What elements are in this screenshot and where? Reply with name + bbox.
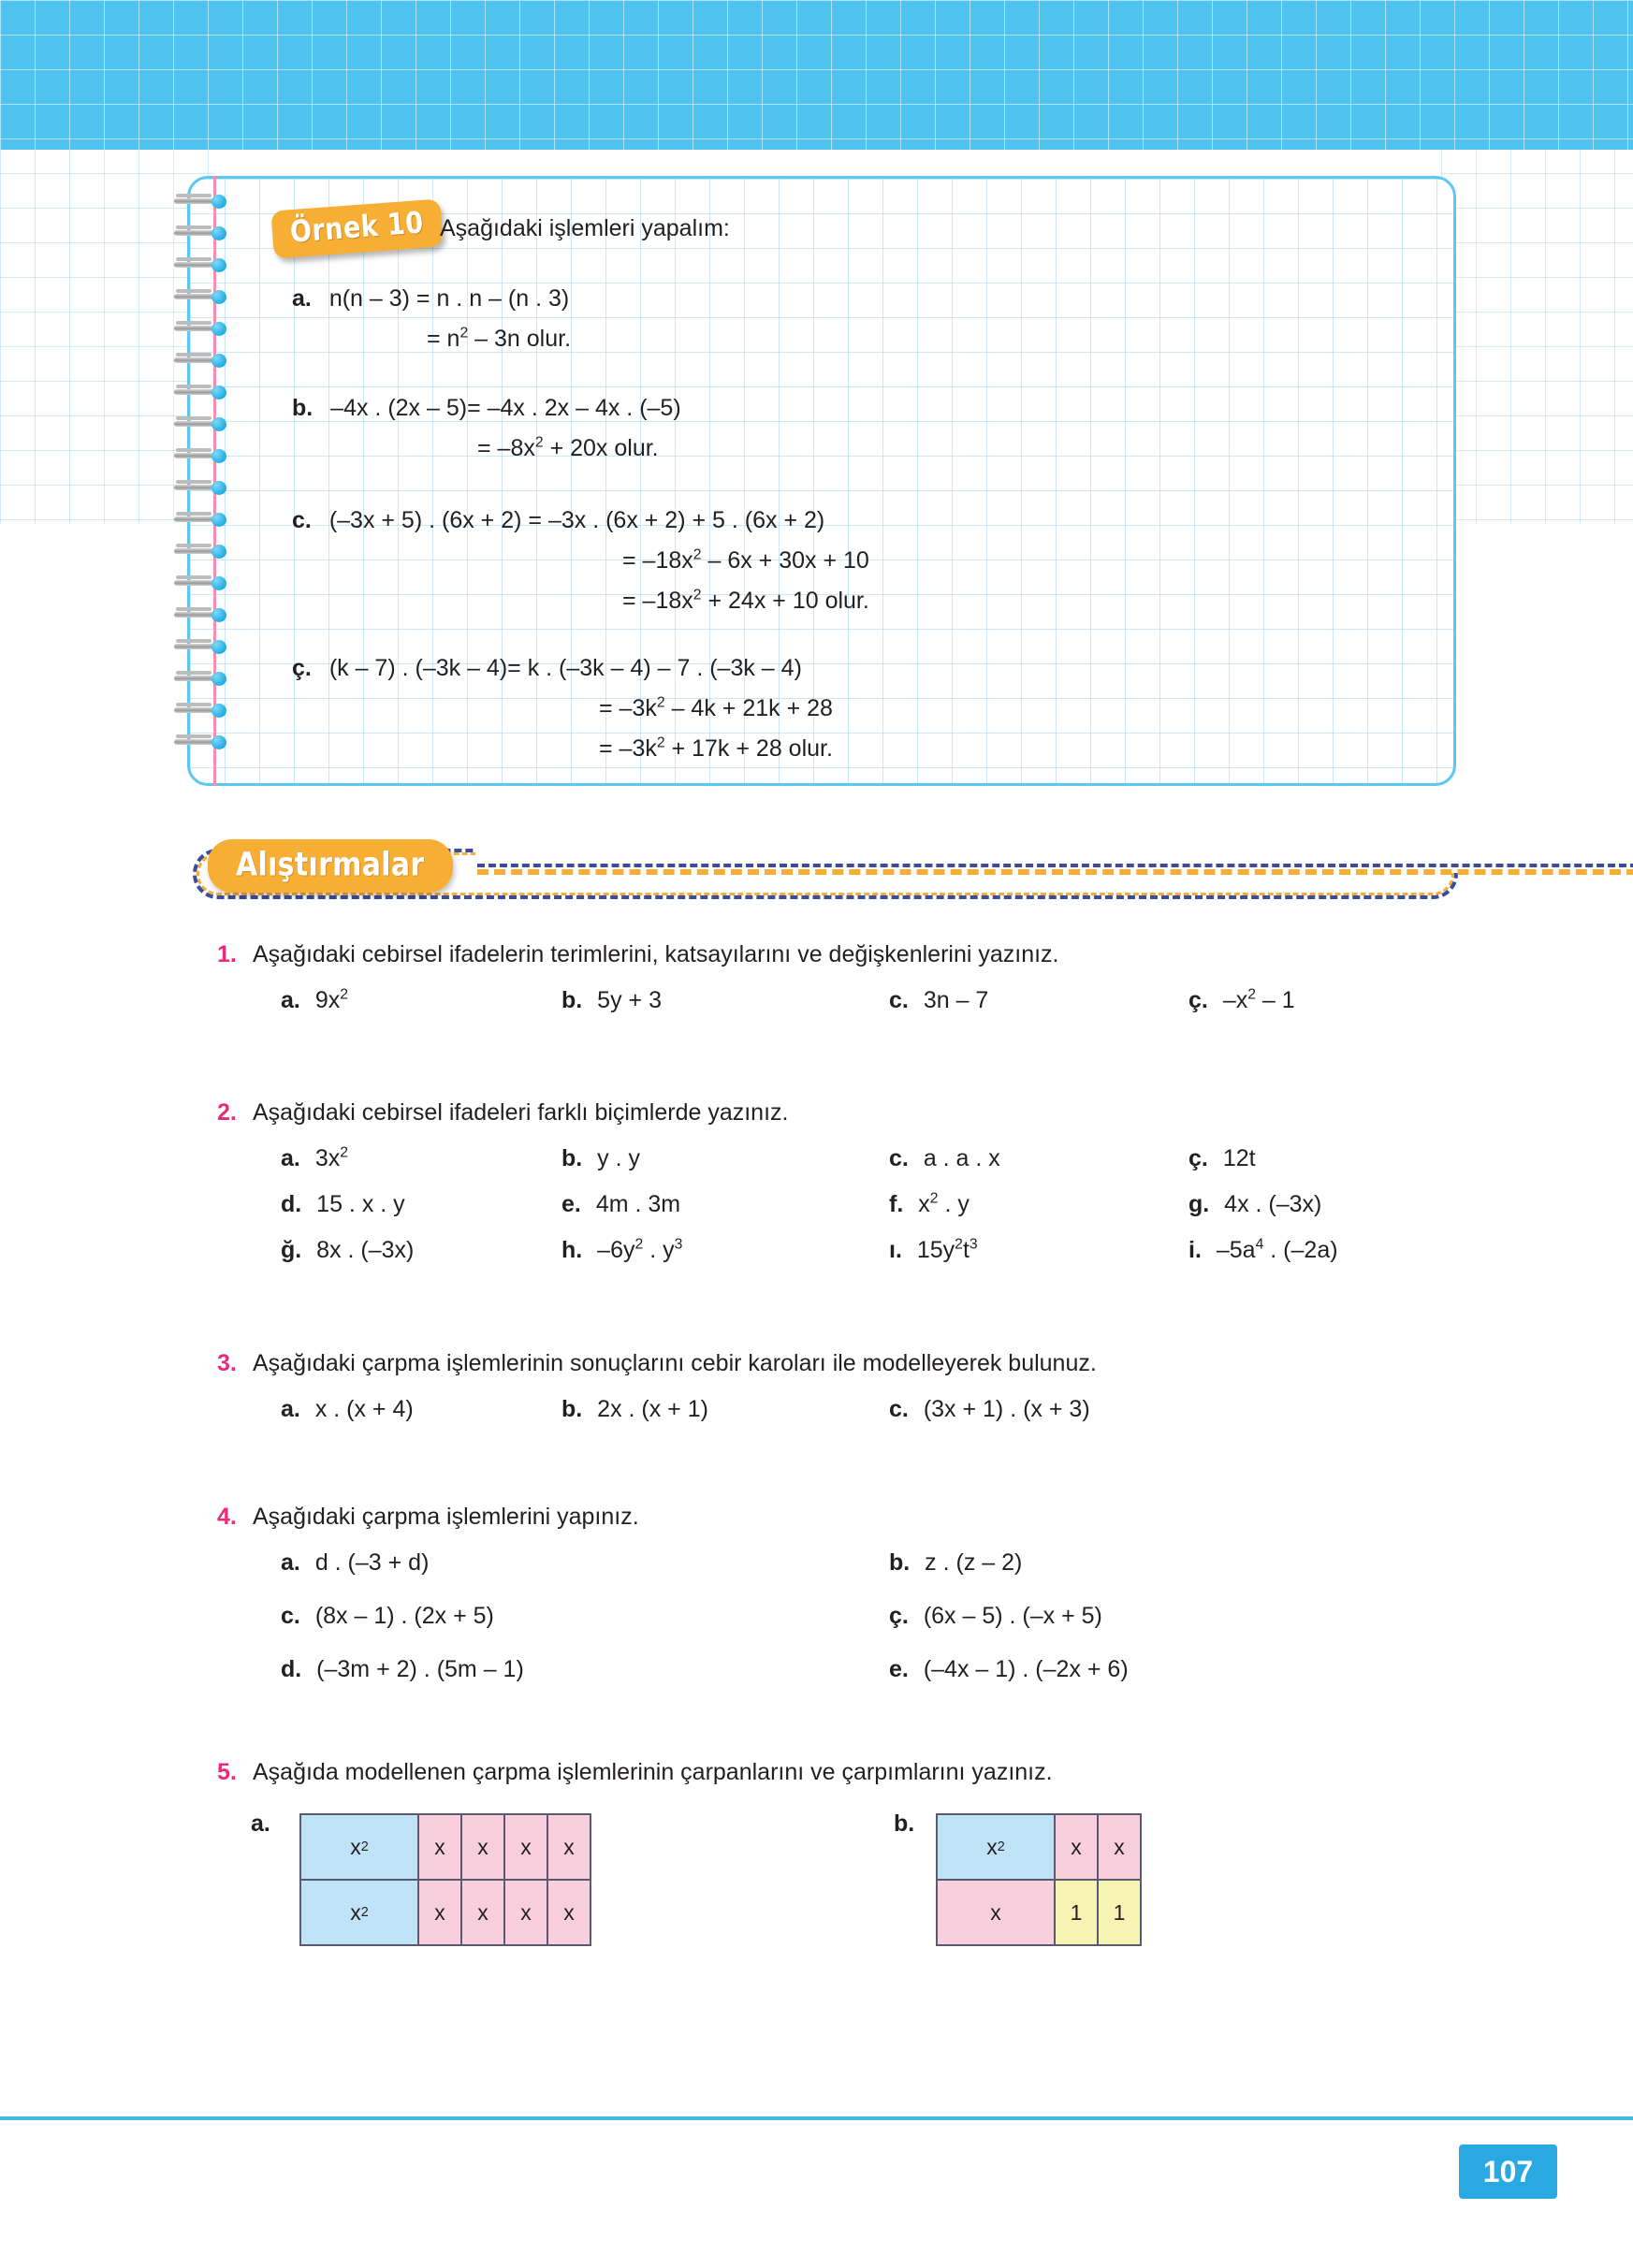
exercise-5-model-a-label: a. [251, 1810, 270, 1837]
spiral-ring [174, 385, 232, 399]
exercise-2-item-i2-label: i. [1188, 1237, 1202, 1263]
exercise-2-item-b-label: b. [561, 1145, 583, 1171]
footer-rule [0, 2116, 1633, 2120]
exercise-2-item-g2-label: ğ. [281, 1237, 302, 1263]
example-item-a-text1: n(n – 3) = n . n – (n . 3) [328, 285, 570, 312]
exercise-2-item-i1 [889, 1237, 978, 1264]
spiral-ring [174, 258, 232, 271]
exercise-4-item-a [281, 1549, 429, 1577]
exercise-1-item-c-label: c. [889, 987, 909, 1013]
exercise-2-item-h [561, 1237, 682, 1264]
example-item-c2-line3: = $-3k^2 + 17k + 28$ olur. [599, 734, 833, 762]
spiral-ring [174, 513, 232, 526]
algebra-tile: x [547, 1879, 591, 1946]
algebra-tile: 1 [1097, 1879, 1142, 1946]
banner-rule-blue [477, 864, 1633, 867]
exercise-1-item-b [561, 987, 662, 1014]
exercise-3-item-a-label: a. [281, 1396, 300, 1422]
exercise-3-item-c [889, 1396, 1090, 1423]
algebra-tile: x [936, 1879, 1056, 1946]
exercise-2-item-c-text: a . a . x [923, 1145, 1000, 1171]
spiral-ring [174, 608, 232, 621]
exercise-2-item-g [1188, 1191, 1321, 1218]
exercise-2-question: Aşağıdaki cebirsel ifadeleri farklı biçimlerde yazınız. [253, 1099, 789, 1126]
exercise-3-item-c-text: (3x + 1) . (x + 3) [923, 1396, 1090, 1422]
exercises-banner-label: Alıştırmalar [236, 846, 425, 884]
exercise-2-item-g-text: 4x . (–3x) [1224, 1191, 1322, 1217]
exercise-4-item-c [281, 1603, 494, 1630]
exercise-2-item-h-label: h. [561, 1237, 583, 1263]
exercise-2-item-a [281, 1145, 348, 1172]
exercise-4-item-a-label: a. [281, 1549, 300, 1576]
exercise-3-item-a [281, 1396, 414, 1423]
exercise-5-model-b-label: b. [894, 1810, 915, 1837]
top-decorative-band [0, 0, 1633, 150]
spiral-ring [174, 354, 232, 367]
example-item-b-line1 [292, 395, 681, 422]
exercise-4-item-e-label: e. [889, 1656, 909, 1682]
spiral-ring [174, 735, 232, 749]
exercise-2-item-c-label: c. [889, 1145, 909, 1171]
exercise-3-number: 3. [217, 1350, 237, 1376]
algebra-tile: x [1097, 1813, 1142, 1881]
example-item-b-text1: –4x . (2x – 5)= –4x . 2x – 4x . (–5) [330, 395, 681, 421]
example-item-a-line2: = $n^2 - 3n$ olur. [427, 325, 572, 352]
exercise-4-item-b-text: z . (z – 2) [925, 1549, 1023, 1576]
banner-rule-orange [477, 869, 1633, 875]
algebra-tile: 1 [1054, 1879, 1099, 1946]
exercise-3-item-b-label: b. [561, 1396, 583, 1422]
algebra-tile: x 2 [936, 1813, 1056, 1881]
spiral-ring [174, 576, 232, 589]
exercise-4-item-c2 [889, 1603, 1102, 1630]
algebra-tile: x [417, 1879, 462, 1946]
exercise-1-item-b-text: 5y + 3 [597, 987, 662, 1013]
page-number: 107 [1482, 2154, 1534, 2188]
algebra-tile: x [547, 1813, 591, 1881]
exercise-4-item-d [281, 1656, 524, 1683]
exercise-4-item-c2-label: ç. [889, 1603, 909, 1629]
exercise-1-item-c [889, 987, 988, 1014]
exercise-4-item-e [889, 1656, 1129, 1683]
example-item-c-text1: (–3x + 5) . (6x + 2) = –3x . (6x + 2) + 5 . (6x + 2) [328, 507, 825, 533]
exercise-1-item-a-text: $9x^2$ [314, 986, 348, 1013]
exercise-2-item-c2-text: 12t [1222, 1145, 1256, 1171]
spiral-ring [174, 545, 232, 558]
exercise-4-question: Aşağıdaki çarpma işlemlerini yapınız. [253, 1504, 639, 1530]
exercise-1-item-c-text: 3n – 7 [923, 987, 989, 1013]
exercise-2-item-d-label: d. [281, 1191, 302, 1217]
example-prompt: Aşağıdaki işlemleri yapalım: [440, 215, 730, 241]
exercise-1-item-a [281, 987, 348, 1014]
exercise-2-item-h-text: $-6y^2$ . $y^3$ [597, 1236, 683, 1263]
exercise-2-item-i2 [1188, 1237, 1338, 1264]
exercise-2-item-a-text: $3x^2$ [314, 1144, 348, 1171]
example-item-c-line2: = $-18x^2 - 6x + 30x + 10$ [622, 546, 869, 574]
spiral-ring [174, 195, 232, 208]
example-item-c2-line2: = $-3k^2 - 4k + 21k + 28$ [599, 694, 833, 721]
example-item-c2-line1 [292, 655, 802, 682]
exercise-5-question: Aşağıda modellenen çarpma işlemlerinin çarpanlarını ve çarpımlarını yazınız. [253, 1759, 1053, 1785]
exercise-4-item-e-text: (–4x – 1) . (–2x + 6) [923, 1656, 1129, 1682]
exercise-1-item-c2 [1188, 987, 1295, 1014]
exercise-1-item-a-label: a. [281, 987, 300, 1013]
exercise-4-item-b [889, 1549, 1022, 1577]
exercise-4-item-d-label: d. [281, 1656, 302, 1682]
exercise-2-item-g-label: g. [1188, 1191, 1210, 1217]
exercise-4-item-b-label: b. [889, 1549, 911, 1576]
exercise-2-item-c2 [1188, 1145, 1256, 1172]
spiral-ring [174, 226, 232, 240]
exercise-3-item-c-label: c. [889, 1396, 909, 1422]
algebra-tile: x [417, 1813, 462, 1881]
example-item-b-line2: = $-8x^2 + 20x$ olur. [477, 434, 659, 461]
example-item-c-line3: = $-18x^2 + 24x + 10$ olur. [622, 587, 869, 614]
exercise-2-item-i1-text: $15y^2t^3$ [916, 1236, 978, 1263]
exercise-1-item-c2-label: ç. [1188, 987, 1208, 1013]
exercise-4-item-a-text: d . (–3 + d) [314, 1549, 430, 1576]
exercise-2-item-c [889, 1145, 1000, 1172]
exercise-2-item-e-label: e. [561, 1191, 581, 1217]
spiral-ring [174, 417, 232, 430]
exercise-2-item-c2-label: ç. [1188, 1145, 1208, 1171]
example-item-b-label: b. [292, 395, 313, 421]
exercise-2-item-i1-label: ı. [889, 1237, 902, 1263]
exercise-3-item-b-text: 2x . (x + 1) [597, 1396, 708, 1422]
exercise-2-item-d-text: 15 . x . y [316, 1191, 405, 1217]
spiral-ring [174, 672, 232, 685]
example-badge-label: Örnek 10 [288, 206, 425, 250]
exercise-4-item-c2-text: (6x – 5) . (–x + 5) [923, 1603, 1102, 1629]
example-item-c2-text1: (k – 7) . (–3k – 4)= k . (–3k – 4) – 7 . (–3k – 4) [328, 655, 802, 681]
example-item-c2-label: ç. [292, 655, 312, 681]
exercise-3-item-b [561, 1396, 708, 1423]
spiral-ring [174, 481, 232, 494]
exercise-1-item-b-label: b. [561, 987, 583, 1013]
exercise-2-item-b [561, 1145, 640, 1172]
exercise-2-item-e-text: 4m . 3m [595, 1191, 681, 1217]
exercise-4-number: 4. [217, 1504, 237, 1530]
exercise-1-number: 1. [217, 941, 237, 967]
spiral-ring [174, 322, 232, 335]
spiral-ring [174, 290, 232, 303]
spiral-ring [174, 640, 232, 653]
exercises-banner-chip [208, 839, 453, 893]
exercise-2-item-e [561, 1191, 680, 1218]
exercise-2-item-b-text: y . y [597, 1145, 641, 1171]
exercises-banner [178, 845, 1460, 903]
example-item-c-label: c. [292, 507, 312, 533]
algebra-tile: x [503, 1813, 548, 1881]
exercise-3-question: Aşağıdaki çarpma işlemlerinin sonuçlarını cebir karoları ile modelleyerek bulunuz. [253, 1350, 1097, 1376]
exercise-1-question: Aşağıdaki cebirsel ifadelerin terimlerini, katsayılarını ve değişkenlerini yazınız. [253, 941, 1059, 967]
exercise-2-item-g2 [281, 1237, 414, 1264]
banner-mask [475, 839, 1633, 873]
exercise-4-item-c-text: (8x – 1) . (2x + 5) [314, 1603, 494, 1629]
spiral-ring [174, 449, 232, 462]
exercise-1-item-c2-text: $-x^2 - 1$ [1222, 986, 1295, 1013]
exercise-2-item-a-label: a. [281, 1145, 300, 1171]
exercise-4-item-d-text: (–3m + 2) . (5m – 1) [316, 1656, 524, 1682]
exercise-2-item-f-text: $x^2$ . y [918, 1190, 970, 1217]
algebra-tile: x [503, 1879, 548, 1946]
exercise-2-number: 2. [217, 1099, 237, 1126]
spiral-ring [174, 704, 232, 717]
notebook-spiral-binding [174, 195, 240, 775]
exercise-2-item-f [889, 1191, 970, 1218]
exercise-2-item-g2-text: 8x . (–3x) [316, 1237, 415, 1263]
algebra-tile: x 2 [299, 1813, 419, 1881]
exercise-4-item-c-label: c. [281, 1603, 300, 1629]
algebra-tile: x [460, 1879, 505, 1946]
example-item-a-line1 [292, 285, 569, 313]
algebra-tile: x 2 [299, 1879, 419, 1946]
algebra-tile: x [1054, 1813, 1099, 1881]
example-item-a-label: a. [292, 285, 312, 312]
page-number-badge [1459, 2144, 1557, 2199]
exercise-2-item-f-label: f. [889, 1191, 904, 1217]
exercise-5-number: 5. [217, 1759, 237, 1785]
exercise-2-item-i2-text: $-5a^4$ . (–2a) [1216, 1236, 1338, 1263]
exercise-2-item-d [281, 1191, 405, 1218]
exercise-3-item-a-text: x . (x + 4) [314, 1396, 414, 1422]
algebra-tile: x [460, 1813, 505, 1881]
example-item-c-line1 [292, 507, 824, 534]
